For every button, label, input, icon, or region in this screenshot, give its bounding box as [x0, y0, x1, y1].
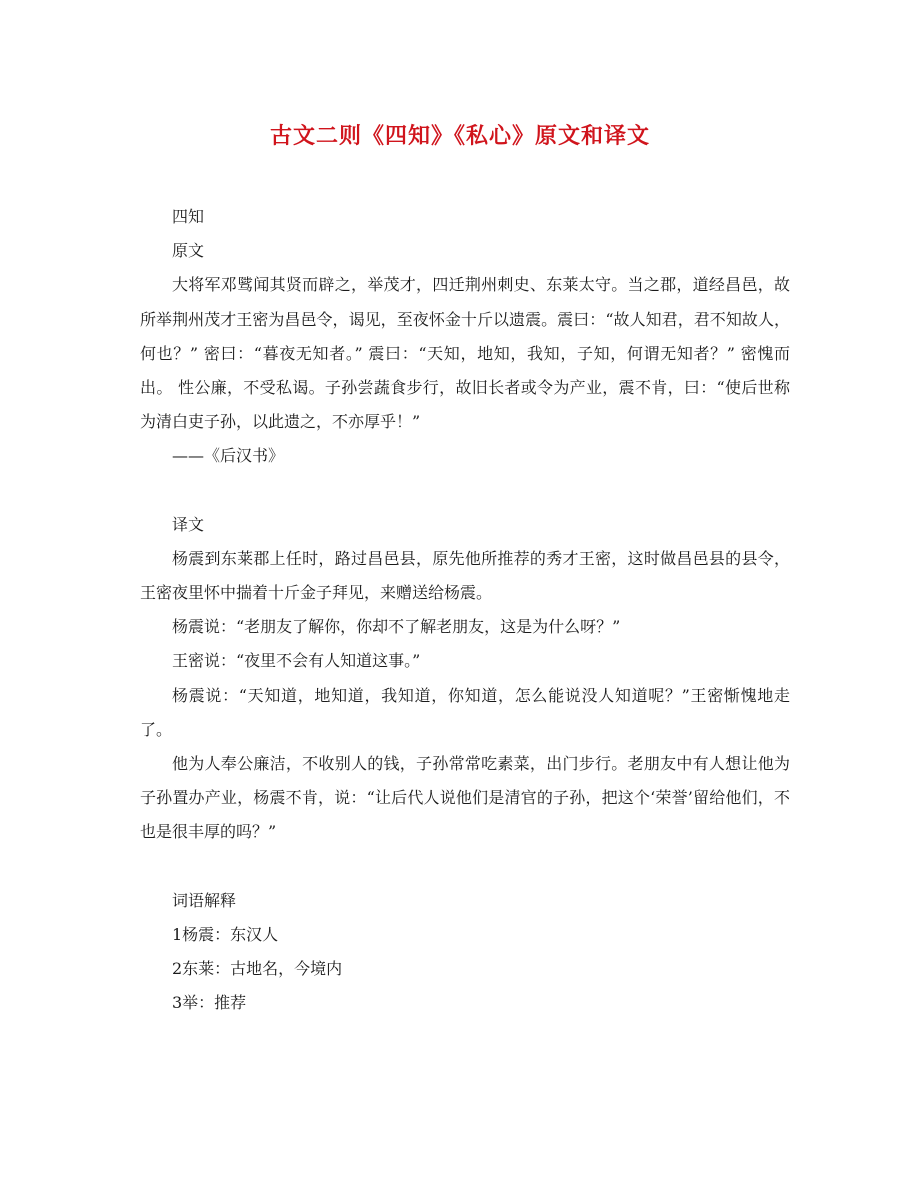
section-heading: 四知 [172, 207, 205, 226]
translation-paragraph: 王密说：“夜里不会有人知道这事。” [172, 651, 421, 671]
glossary-item: 1杨震：东汉人 [172, 924, 279, 944]
original-text: 大将军邓骘闻其贤而辟之，举茂才，四迁荆州刺史、东莱太守。当之郡，道经昌邑，故所举荆州茂才王密为昌邑令，谒见，至夜怀金十斤以遗震。震曰：“故人知君，君不知故人，何也？” 密曰：“暮夜无知者。” 震曰：“天知，地知，我知，子知，何谓无知者？” 密愧而出。 性公廉，不受私谒。子孙尝蔬食步行，故旧长者或令为产业，震不肯，曰：“使后世称为清白吏子孙，以此遗之，不亦厚乎！” [140, 275, 790, 432]
glossary-heading: 词语解释 [172, 890, 237, 910]
document-body [140, 200, 790, 1020]
spacer [140, 850, 790, 884]
source-citation: ——《后汉书》 [172, 446, 285, 466]
glossary-item: 3举：推荐 [172, 993, 247, 1013]
spacer [140, 474, 790, 508]
translation-heading: 译文 [172, 514, 205, 534]
translation-paragraph: 杨震说：“天知道，地知道，我知道，你知道，怎么能说没人知道呢？”王密惭愧地走了。 [140, 685, 790, 739]
translation-paragraph: 杨震说：“老朋友了解你，你却不了解老朋友，这是为什么呀？” [172, 617, 621, 637]
original-heading: 原文 [172, 241, 205, 261]
document-title: 古文二则《四知》《私心》原文和译文 [269, 123, 650, 149]
translation-paragraph: 杨震到东莱郡上任时，路过昌邑县，原先他所推荐的秀才王密，这时做昌邑县的县令，王密夜里怀中揣着十斤金子拜见，来赠送给杨震。 [140, 548, 790, 603]
translation-paragraph: 他为人奉公廉洁，不收别人的钱，子孙常常吃素菜，出门步行。老朋友中有人想让他为子孙置办产业，杨震不肯，说：“让后代人说他们是清官的子孙，把这个‘荣誉’留给他们，不也是很丰厚的吗？” [140, 754, 790, 842]
glossary-item: 2东莱：古地名，今境内 [172, 959, 343, 979]
